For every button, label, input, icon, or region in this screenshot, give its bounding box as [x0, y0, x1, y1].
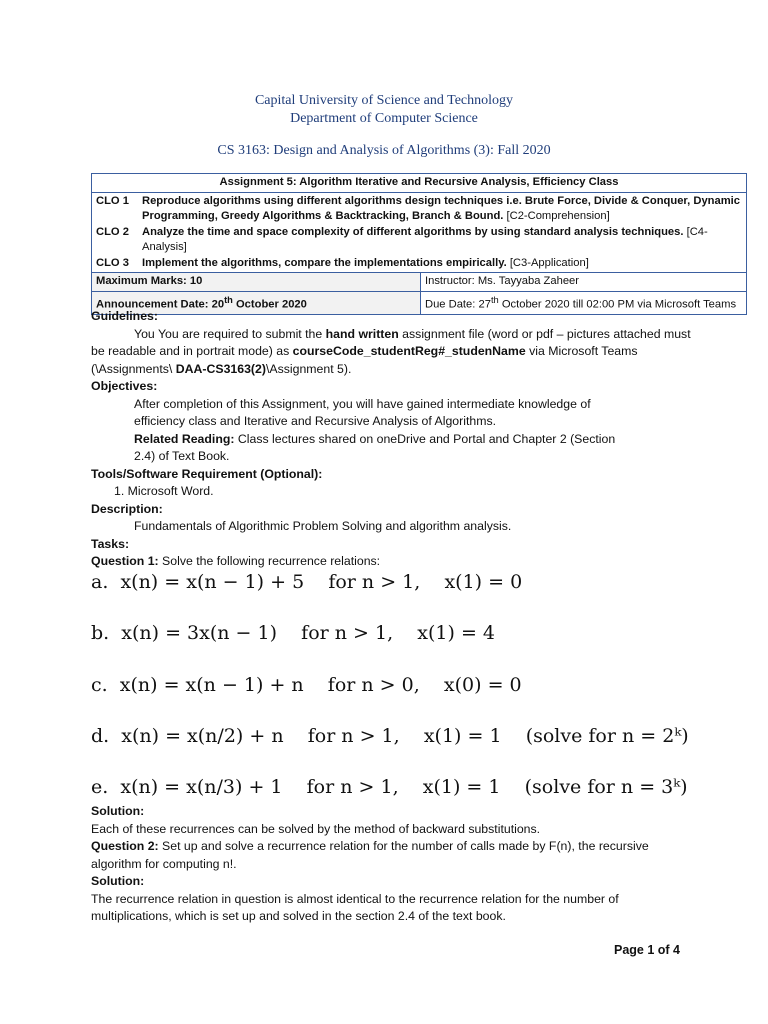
department-name: Department of Computer Science: [290, 111, 478, 126]
max-marks: Maximum Marks: 10: [92, 273, 421, 292]
course-title: CS 3163: Design and Analysis of Algorithms (3): Fall 2020: [217, 143, 551, 158]
university-name: Capital University of Science and Technology: [254, 93, 514, 108]
equation-d: d. x(n) = x(n/2) + n for n > 1, x(1) = 1 (solve for n = 2ᵏ): [91, 725, 689, 747]
solutions-section: [91, 803, 671, 926]
tasks-heading: Tasks:: [91, 536, 130, 551]
assignment-info-table: [91, 173, 747, 315]
solution-1-text: Each of these recurrences can be solved by the method of backward substitutions.: [91, 821, 541, 836]
guidelines-text: You You are required to submit the hand written assignment file (word or pdf – pictures attached must be readable and in portrait mode) as courseCode_studentReg#_studenName via Microsoft Teams (\Assignments\ DAA-CS3163(2)\Assignment 5).: [91, 326, 691, 376]
tools-heading: Tools/Software Requirement (Optional):: [91, 466, 323, 481]
question-1: Question 1: Solve the following recurrence relations:: [91, 554, 381, 568]
related-reading: Related Reading: Class lectures shared on oneDrive and Portal and Chapter 2 (Section 2.4) of Text Book.: [134, 431, 616, 463]
clo-list: [92, 192, 747, 273]
solution-1-heading: Solution:: [91, 804, 145, 818]
equation-c: c. x(n) = x(n − 1) + n for n > 0, x(0) = 0: [91, 674, 522, 696]
guidelines-heading: Guidelines:: [91, 309, 158, 323]
solution-2-text: The recurrence relation in question is almost identical to the recurrence relation for the number of multiplications, which is set up and solved in the section 2.4 of the text book.: [91, 891, 619, 923]
objectives-heading: Objectives:: [91, 379, 158, 393]
description-text: Fundamentals of Algorithmic Problem Solving and algorithm analysis.: [134, 519, 512, 533]
equation-a: a. x(n) = x(n − 1) + 5 for n > 1, x(1) = 0: [91, 571, 523, 593]
page-number: Page 1 of 4: [614, 943, 680, 957]
solution-2-heading: Solution:: [91, 874, 145, 888]
announcement-date: Announcement Date: 20th October 2020: [92, 291, 421, 314]
due-date: Due Date: 27th October 2020 till 02:00 PM via Microsoft Teams: [421, 291, 747, 314]
assignment-title: Assignment 5: Algorithm Iterative and Recursive Analysis, Efficiency Class: [92, 174, 747, 193]
clo-2: CLO 2 Analyze the time and space complexity of different algorithms by using standard analysis techniques. [C4-Analysis]: [96, 225, 708, 253]
instructor: Instructor: Ms. Tayyaba Zaheer: [421, 273, 747, 292]
equation-e: e. x(n) = x(n/3) + 1 for n > 1, x(1) = 1 (solve for n = 3ᵏ): [91, 776, 688, 798]
tools-item: 1. Microsoft Word.: [114, 484, 214, 498]
question-2: Question 2: Set up and solve a recurrence relation for the number of calls made by F(n), the recursive algorithm for computing n!.: [91, 839, 649, 871]
objectives-text: After completion of this Assignment, you will have gained intermediate knowledge of efficiency class and Iterative and Recursive Analysis of Algorithms.: [134, 396, 591, 428]
guidelines-section: [91, 308, 691, 571]
equation-b: b. x(n) = 3x(n − 1) for n > 1, x(1) = 4: [91, 622, 496, 644]
clo-3: CLO 3 Implement the algorithms, compare the implementations empirically. [C3-Application]: [96, 256, 589, 269]
clo-1: CLO 1 Reproduce algorithms using different algorithms design techniques i.e. Brute Force, Divide & Conquer, Dynamic Programming, Greedy Algorithms & Backtracking, Branch & Bound. [C2-Comprehension]: [96, 194, 741, 222]
description-heading: Description:: [91, 501, 163, 516]
